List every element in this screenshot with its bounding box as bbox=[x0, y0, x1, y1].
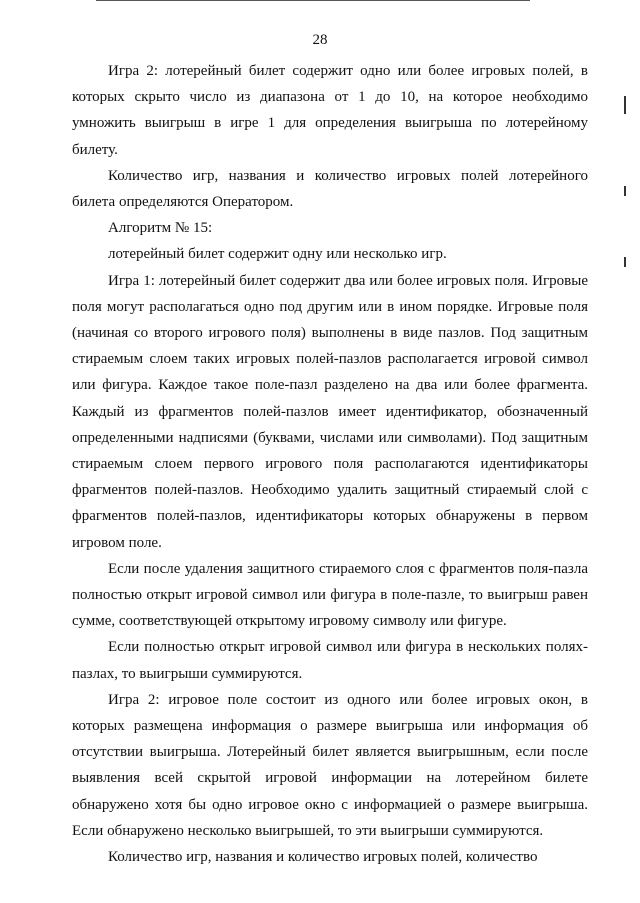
page-number: 28 bbox=[312, 32, 328, 48]
paragraph: Игра 2: лотерейный билет содержит одно или более игровых полей, в которых скрыто число из диапазона от 1 до 10, на которое необходимо умножить выигрыш в игре 1 для определения выигрыша по лотерейному билету. bbox=[72, 63, 588, 158]
scan-margin-mark bbox=[624, 96, 626, 114]
paragraph: Игра 1: лотерейный билет содержит два или более игровых поля. Игровые поля могут располагаться одно под другим или в ином порядке. Игровые поля (начиная со второго игрового поля) выполнены в виде пазлов. Под защитным стираемым слоем таких игровых полей-пазлов располагается игровой символ или фигура. Каждое такое поле-пазл разделено на два или более фрагмента. Каждый из фрагментов полей-пазлов имеет идентификатор, обозначенный определенными надписями (буквами, числами или символами). Под защитным стираемым слоем первого игрового поля располагаются идентификаторы фрагментов полей-пазлов. Необходимо удалить защитный стираемый слой с фрагментов полей-пазлов, идентификаторы которых обнаружены в первом игровом поле. bbox=[72, 272, 588, 551]
document-body bbox=[72, 58, 588, 870]
paragraph: Алгоритм № 15: bbox=[108, 220, 213, 237]
paragraph: Игра 2: игровое поле состоит из одного или более игровых окон, в которых размещена информация о размере выигрыша или информация об отсутствии выигрыша. Лотерейный билет является выигрышным, если после выявления всей скрытой игровой информации на лотерейном билете обнаружено хотя бы одно игровое окно с информацией о размере выигрыша. Если обнаружено несколько выигрышей, то эти выигрыши суммируются. bbox=[72, 691, 588, 839]
scan-margin-mark bbox=[624, 257, 626, 267]
paragraph: Если после удаления защитного стираемого слоя с фрагментов поля-пазла полностью открыт игровой символ или фигура в поле-пазле, то выигрыш равен сумме, соответствующей открытому игровому символу или фигуре. bbox=[72, 560, 588, 630]
paragraph: Количество игр, названия и количество игровых полей, количество bbox=[108, 849, 538, 866]
paragraph: Если полностью открыт игровой символ или фигура в нескольких полях-пазлах, то выигрыши суммируются. bbox=[72, 639, 588, 682]
paragraph: Количество игр, названия и количество игровых полей лотерейного билета определяются Оператором. bbox=[72, 167, 588, 211]
paragraph: лотерейный билет содержит одну или несколько игр. bbox=[108, 246, 447, 263]
scan-margin-mark bbox=[624, 186, 626, 196]
scan-edge-line bbox=[96, 0, 530, 1]
